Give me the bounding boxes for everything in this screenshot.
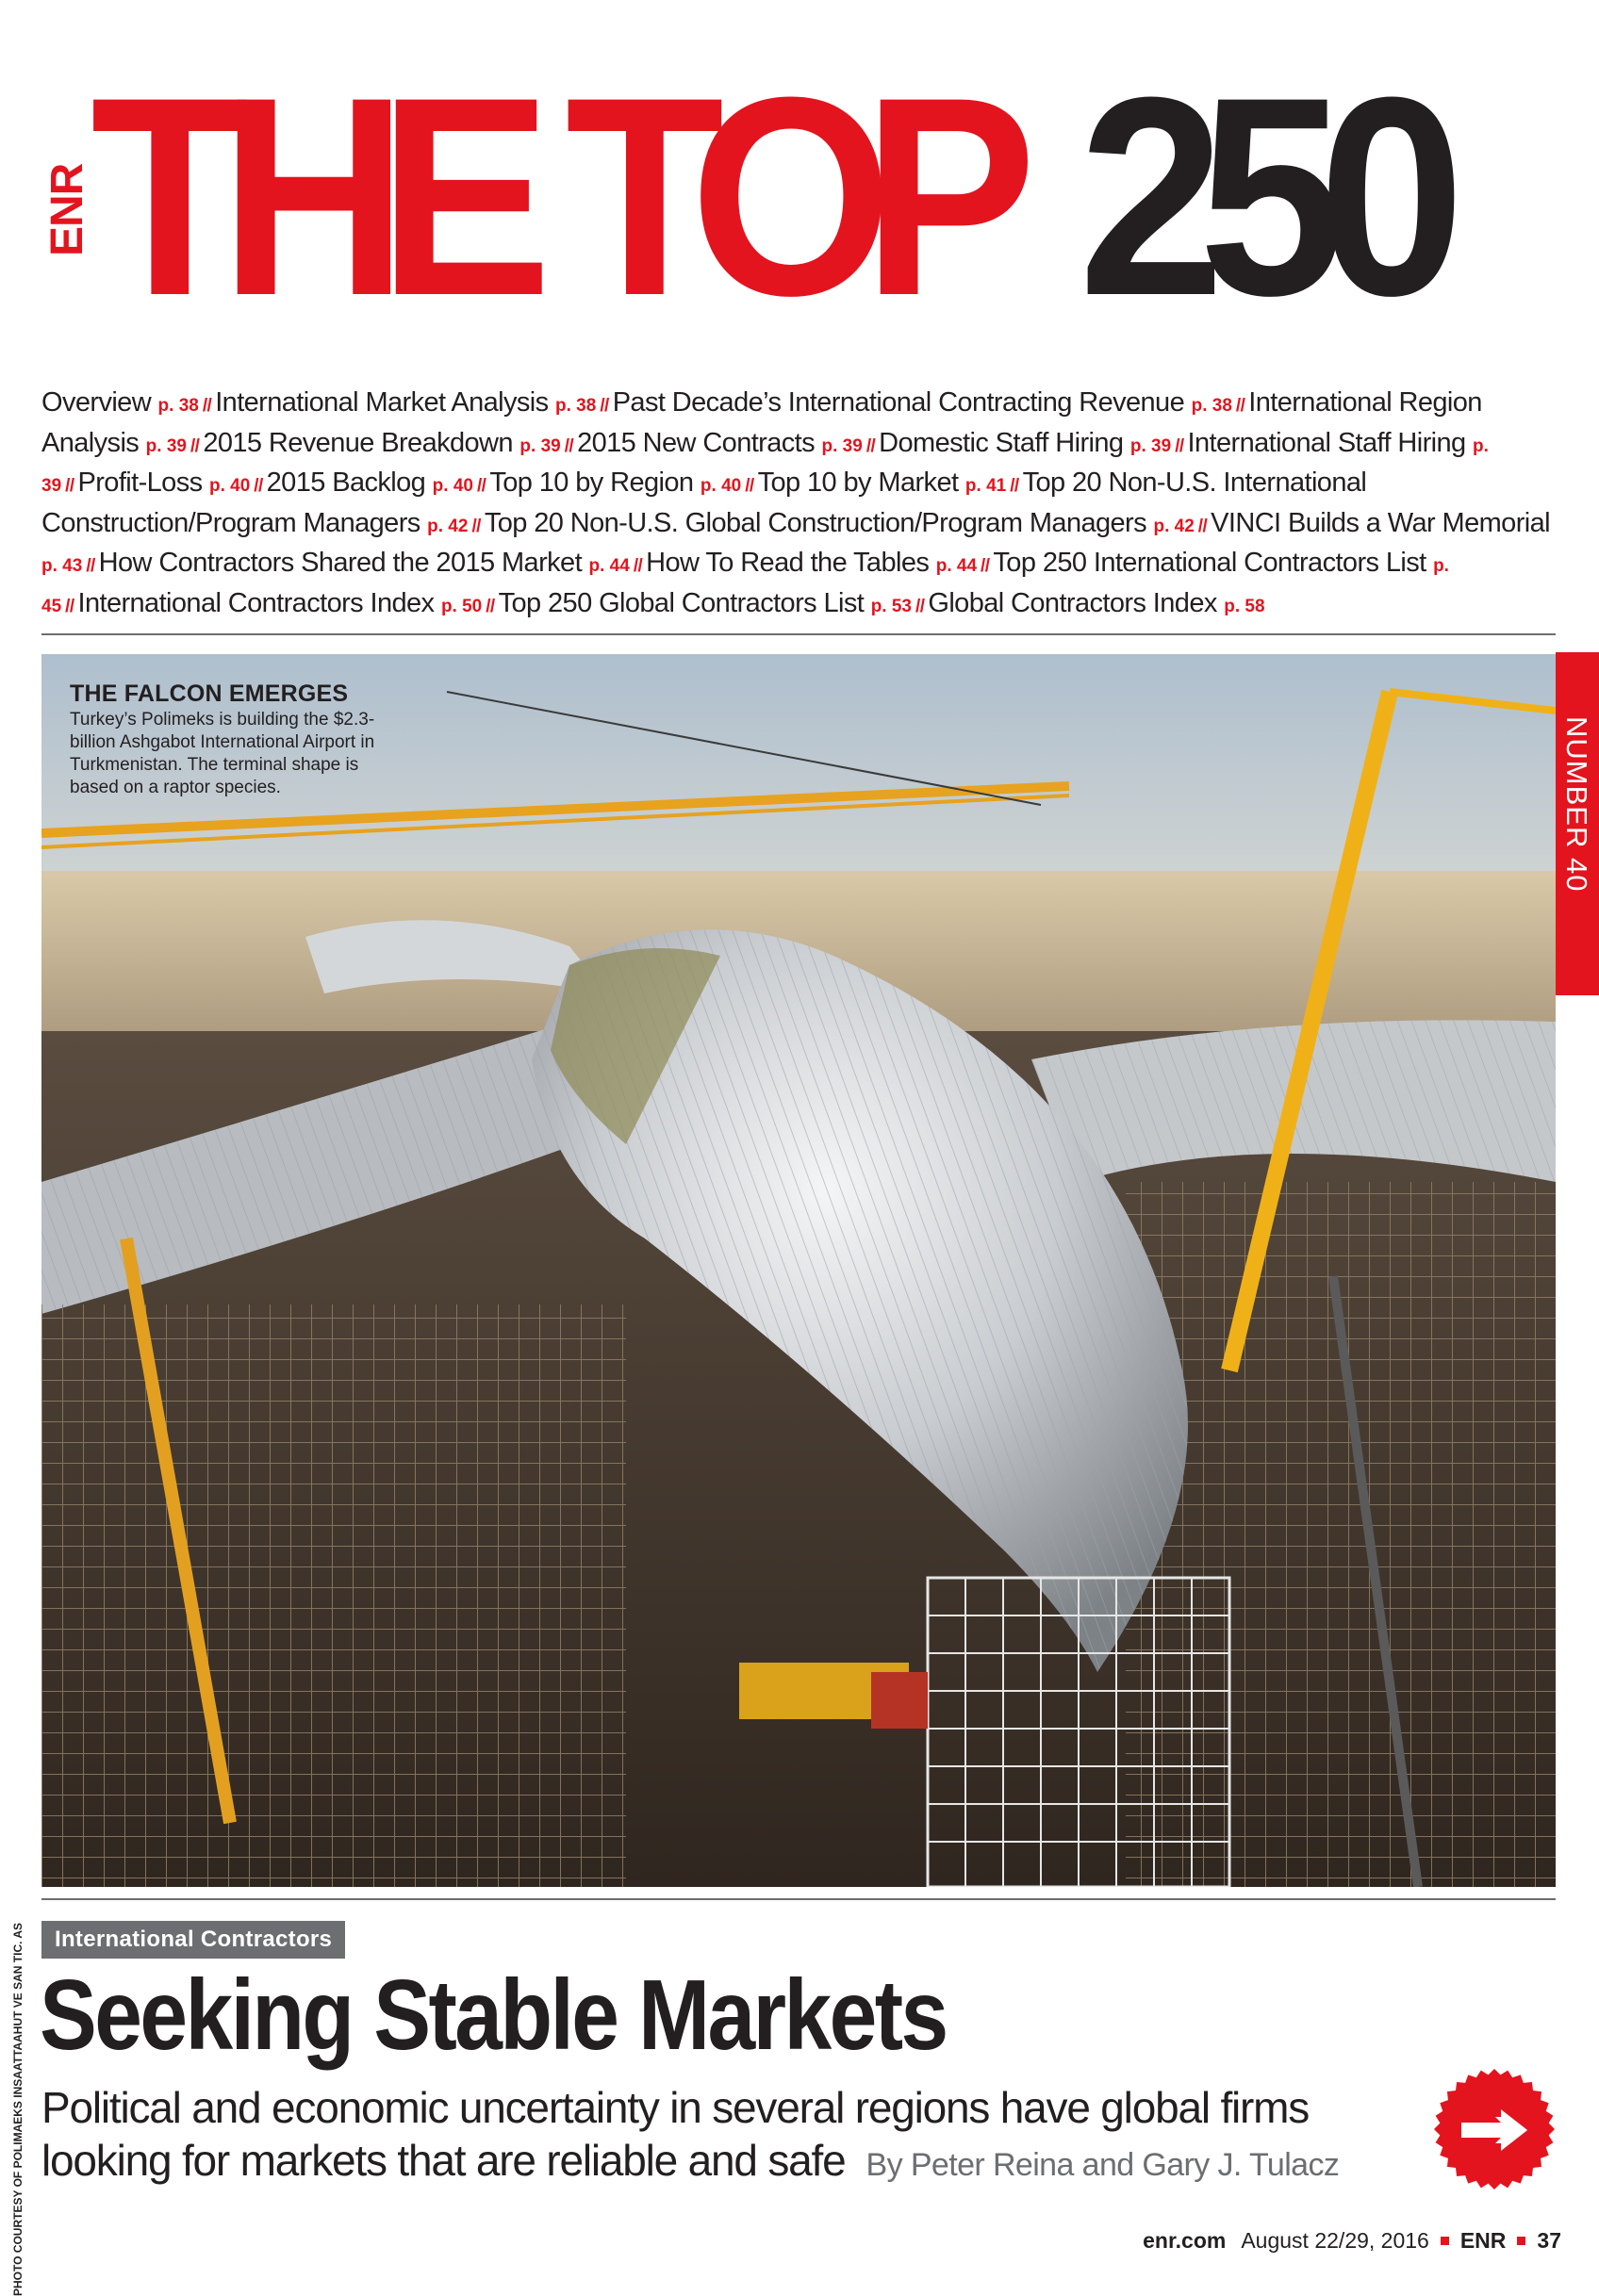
airport-construction-illustration (41, 654, 1556, 1887)
toc-item-label: VINCI Builds a War Memorial (1211, 507, 1550, 538)
issue-date: August 22/29, 2016 (1241, 2228, 1429, 2253)
photo-caption-text: Turkey’s Polimeks is building the $2.3-billion Ashgabot International Airport in Turkmenistan. The terminal shape is based on a raptor species. (70, 710, 375, 797)
toc-item-page: p. 38 (555, 396, 597, 416)
toc-separator: // (65, 476, 74, 496)
toc-item-label: Global Contractors Index (928, 587, 1217, 618)
toc-separator: // (190, 435, 200, 456)
toc-separator: // (745, 476, 754, 496)
cover-photo (41, 654, 1556, 1887)
table-of-contents (41, 385, 1569, 625)
toc-item-page: p. 42 (1153, 516, 1195, 536)
toc-item-label: Overview (41, 387, 152, 418)
divider-bottom (41, 1898, 1556, 1900)
toc-item-label: International Region Analysis (41, 387, 1482, 458)
toc-item-label: Top 10 by Market (757, 467, 959, 498)
toc-separator: // (600, 396, 609, 416)
arrow-right-icon[interactable] (1433, 2068, 1556, 2190)
toc-item-label: International Contractors Index (77, 587, 435, 618)
toc-item-label: Profit-Loss (77, 467, 203, 498)
toc-item-page: p. 40 (700, 476, 742, 496)
toc-item-label: International Market Analysis (215, 387, 549, 418)
issue-tab-label: NUMBER 40 (1560, 716, 1593, 893)
toc-separator: // (471, 516, 481, 536)
toc-separator: // (254, 476, 263, 496)
folio-brand: ENR (1459, 2228, 1507, 2253)
toc-separator: // (564, 435, 574, 456)
folio-square (1441, 2237, 1449, 2245)
title-250: 250 (1079, 38, 1439, 354)
enr-logo: ENR (42, 163, 92, 256)
toc-separator: // (65, 596, 74, 616)
toc-item-label: Domestic Staff Hiring (879, 427, 1124, 458)
toc-separator: // (633, 556, 643, 576)
toc-item-page: p. 58 (1224, 596, 1265, 616)
toc-separator: // (915, 596, 925, 616)
toc-item-label: Top 20 Non-U.S. International Construction/Program Managers (41, 467, 1367, 538)
photo-credit: PHOTO COURTESY OF POLIMAEKS INSAATTAAHUT VE SAN TIC. AS (11, 1922, 25, 2296)
toc-item-label: International Staff Hiring (1187, 427, 1466, 458)
toc-item-page: p. 45 (41, 556, 1449, 616)
page-footer (1143, 2228, 1561, 2254)
toc-item-label: 2015 New Contracts (577, 427, 816, 458)
toc-item-page: p. 39 (145, 435, 187, 456)
toc-item-label: Top 10 by Region (489, 467, 694, 498)
toc-item-page: p. 39 (41, 435, 1489, 496)
dek (41, 2081, 1380, 2191)
divider-top (41, 633, 1556, 635)
toc-separator: // (1175, 435, 1184, 456)
toc-item-page: p. 44 (588, 556, 630, 576)
section-label: International Contractors (41, 1921, 345, 1959)
toc-separator: // (865, 435, 876, 456)
toc-separator: // (476, 476, 486, 496)
toc-item-page: p. 42 (427, 516, 469, 536)
toc-item-label: How To Read the Tables (646, 548, 930, 578)
toc-separator: // (1010, 476, 1019, 496)
toc-item-label: Top 250 International Contractors List (993, 548, 1426, 578)
toc-item-page: p. 38 (157, 396, 199, 416)
toc-item-page: p. 39 (519, 435, 561, 456)
toc-separator: // (86, 556, 95, 576)
toc-item-label: Top 20 Non-U.S. Global Construction/Program Managers (484, 507, 1147, 538)
toc-item-page: p. 53 (870, 596, 913, 616)
toc-separator: // (202, 396, 212, 416)
toc-item-page: p. 38 (1191, 396, 1232, 416)
site-url: enr.com (1143, 2228, 1227, 2253)
toc-item-page: p. 44 (935, 556, 978, 576)
dek-text: Political and economic uncertainty in several regions have global firms looking for markets that are reliable and safe (41, 2083, 1310, 2185)
toc-item-page: p. 40 (208, 476, 251, 496)
headline: Seeking Stable Markets (40, 1960, 947, 2071)
toc-item-label: Past Decade’s International Contracting Revenue (612, 387, 1185, 418)
toc-separator: // (486, 596, 495, 616)
toc-item-label: How Contractors Shared the 2015 Market (98, 548, 583, 578)
toc-item-label: 2015 Revenue Breakdown (203, 427, 513, 458)
masthead (0, 0, 1599, 358)
toc-item-page: p. 39 (1129, 435, 1172, 456)
toc-item-page: p. 43 (41, 556, 83, 576)
title-the-top: THE TOP (91, 38, 1008, 354)
toc-item-label: Top 250 Global Contractors List (498, 587, 865, 618)
toc-item-page: p. 50 (440, 596, 483, 616)
toc-separator: // (1235, 396, 1245, 416)
toc-item-page: p. 40 (432, 476, 473, 496)
photo-caption-title: THE FALCON EMERGES (70, 681, 349, 707)
toc-item-label: 2015 Backlog (266, 467, 426, 498)
page-number: 37 (1537, 2228, 1561, 2253)
toc-separator: // (1197, 516, 1208, 536)
toc-separator: // (981, 556, 990, 576)
toc-item-page: p. 41 (964, 476, 1007, 496)
folio-square (1517, 2237, 1525, 2245)
byline: By Peter Reina and Gary J. Tulacz (865, 2147, 1340, 2183)
toc-item-page: p. 39 (821, 435, 863, 456)
